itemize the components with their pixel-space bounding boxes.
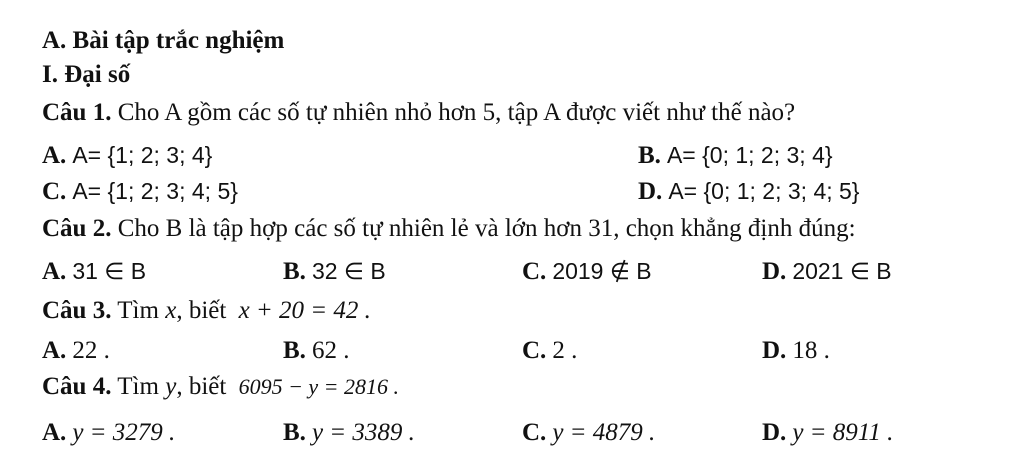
- q3-option-c[interactable]: [522, 336, 577, 366]
- q4-option-b[interactable]: [283, 418, 415, 448]
- question-label: Câu 3.: [42, 297, 112, 324]
- option-text: 32 ∈ B: [311, 258, 386, 284]
- question-label: Câu 4.: [42, 373, 112, 400]
- q2-option-d[interactable]: [762, 256, 892, 287]
- question-text-prefix: Tìm: [117, 297, 159, 324]
- option-text: 31 ∈ B: [72, 258, 147, 284]
- question-4: [42, 372, 399, 402]
- option-label: C.: [522, 419, 547, 446]
- question-text-middle: , biết: [176, 373, 227, 400]
- option-text: 2 .: [552, 337, 578, 364]
- option-label: D.: [762, 337, 787, 364]
- option-label: C.: [42, 178, 67, 205]
- option-label: A.: [42, 419, 67, 446]
- option-label: B.: [283, 419, 306, 446]
- q1-option-b[interactable]: [638, 140, 833, 171]
- option-label: A.: [42, 142, 67, 169]
- option-text: y = 3389 .: [311, 419, 415, 446]
- option-label: C.: [522, 258, 547, 285]
- question-2: [42, 214, 856, 244]
- option-label: A.: [42, 337, 67, 364]
- question-variable: y: [165, 373, 177, 400]
- q2-option-c[interactable]: [522, 256, 652, 287]
- question-text: Cho B là tập hợp các số tự nhiên lẻ và lớn hơn 31, chọn khẳng định đúng:: [117, 215, 856, 242]
- option-text: A= {0; 1; 2; 3; 4}: [666, 142, 833, 168]
- option-label: D.: [762, 258, 787, 285]
- option-text: 2021 ∈ B: [792, 258, 892, 284]
- question-text: Cho A gồm các số tự nhiên nhỏ hơn 5, tập A được viết như thế nào?: [117, 99, 796, 126]
- option-text: A= {1; 2; 3; 4; 5}: [72, 178, 238, 204]
- option-text: A= {1; 2; 3; 4}: [72, 142, 213, 168]
- option-text: y = 3279 .: [72, 419, 176, 446]
- q3-option-b[interactable]: [283, 336, 349, 366]
- option-text: 62 .: [311, 337, 350, 364]
- option-text: A= {0; 1; 2; 3; 4; 5}: [668, 178, 860, 204]
- question-3: [42, 296, 371, 326]
- question-text-prefix: Tìm: [117, 373, 159, 400]
- option-label: B.: [638, 142, 661, 169]
- q4-option-d[interactable]: [762, 418, 893, 448]
- question-label: Câu 1.: [42, 99, 112, 126]
- question-1: [42, 98, 795, 128]
- q2-option-b[interactable]: [283, 256, 386, 287]
- q1-option-d[interactable]: [638, 176, 860, 207]
- option-label: B.: [283, 337, 306, 364]
- q3-option-a[interactable]: [42, 336, 110, 366]
- option-text: y = 8911 .: [792, 419, 894, 446]
- q3-option-d[interactable]: [762, 336, 830, 366]
- question-text-middle: , biết: [176, 297, 227, 324]
- option-label: D.: [762, 419, 787, 446]
- q4-option-a[interactable]: [42, 418, 175, 448]
- option-label: C.: [522, 337, 547, 364]
- section-subtitle: I. Đại số: [42, 61, 131, 88]
- question-label: Câu 2.: [42, 215, 112, 242]
- q1-option-a[interactable]: [42, 140, 212, 171]
- option-label: A.: [42, 258, 67, 285]
- option-label: B.: [283, 258, 306, 285]
- option-text: 18 .: [792, 337, 830, 364]
- q2-option-a[interactable]: [42, 256, 146, 287]
- q4-option-c[interactable]: [522, 418, 655, 448]
- question-equation: x + 20 = 42 .: [238, 297, 371, 324]
- section-title: A. Bài tập trắc nghiệm: [42, 27, 285, 54]
- option-text: 2019 ∉ B: [552, 258, 652, 284]
- option-text: y = 4879 .: [552, 419, 656, 446]
- question-variable: x: [165, 297, 177, 324]
- option-text: 22 .: [72, 337, 110, 364]
- option-label: D.: [638, 178, 663, 205]
- q1-option-c[interactable]: [42, 176, 238, 207]
- question-equation: 6095 − y = 2816 .: [238, 374, 400, 399]
